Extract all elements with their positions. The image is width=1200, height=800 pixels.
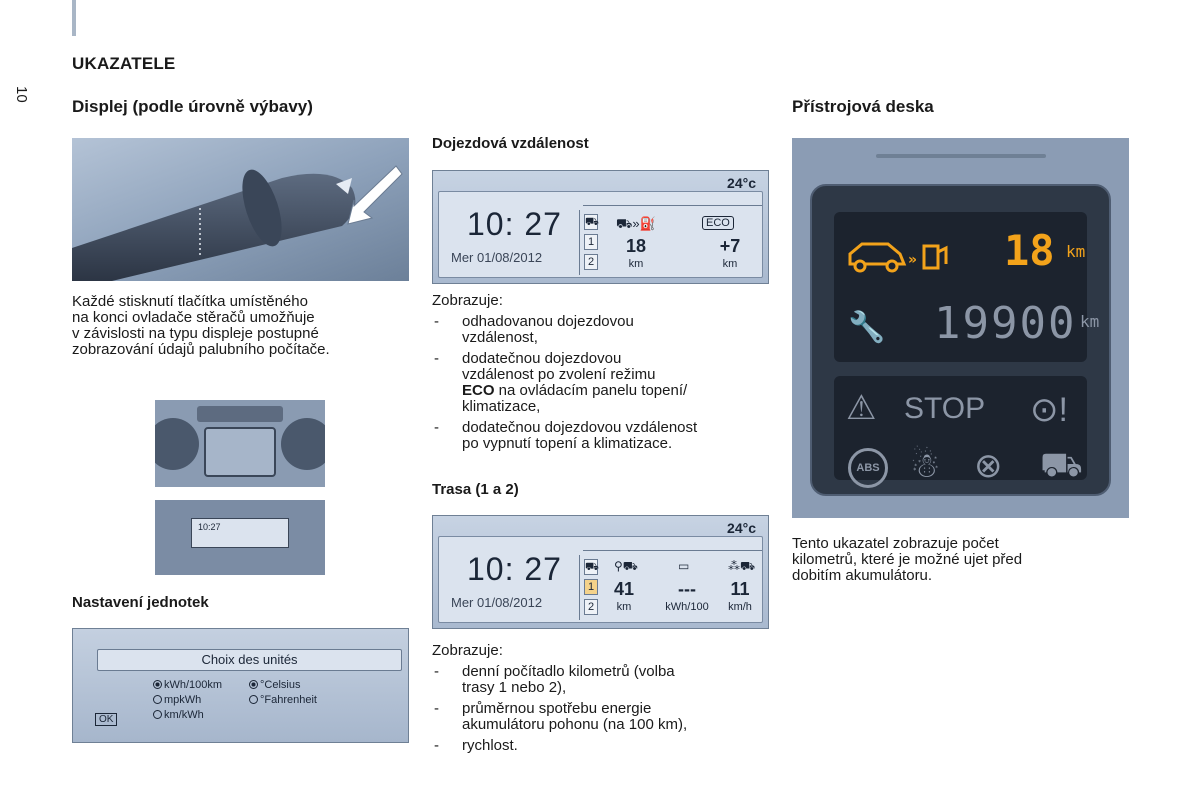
clock-date: Mer 01/08/2012	[451, 595, 543, 610]
trip-display	[432, 515, 769, 629]
odometer-readout: 19900	[934, 298, 1077, 349]
temperature-readout: 24°c	[727, 175, 756, 191]
esp-skid-icon: ⛟	[1040, 446, 1083, 484]
dashboard-photo	[155, 400, 325, 487]
unit-option-kwh-100km[interactable]: kWh/100km	[153, 679, 222, 691]
svg-text:»: »	[908, 252, 918, 268]
stop-warning: STOP	[904, 392, 986, 425]
range-readout-unit: km	[1066, 242, 1086, 261]
wiper-stalk-photo	[72, 138, 409, 281]
cluster-heading: Přístrojová deska	[792, 97, 934, 116]
temperature-readout: 24°c	[727, 520, 756, 536]
display-description	[72, 294, 412, 358]
page-edge-bar	[72, 0, 76, 36]
wrench-icon: 🔧	[848, 311, 886, 344]
tab-trip-1[interactable]: 1	[584, 579, 598, 595]
passenger-airbag-off-icon: ⊗	[974, 447, 1003, 485]
radio-selected-icon	[249, 680, 258, 689]
consumption-unit: kWh/100	[665, 601, 709, 613]
list-item: - odhadovanou dojezdovou vzdálenost,	[432, 314, 782, 346]
car-range-icon: ⛟»⛽	[616, 216, 656, 231]
car-range-icon	[844, 236, 954, 276]
ok-button[interactable]: OK	[95, 713, 117, 726]
small-screen-time: 10:27	[198, 522, 221, 532]
range-display	[432, 170, 769, 284]
car-tab-icon[interactable]: ⛟	[585, 561, 599, 573]
units-dialog	[72, 628, 409, 743]
page-number: 10	[13, 86, 30, 103]
text-line: Tento ukazatel zobrazuje počet	[792, 535, 999, 552]
cluster-lcd-warnings	[834, 376, 1087, 485]
tab-trip-2[interactable]: 2	[584, 599, 598, 615]
list-item: - denní počítadlo kilometrů (volba trasy 1 nebo 2),	[432, 664, 782, 696]
text-line: na konci ovladače stěračů umožňuje	[72, 309, 315, 326]
speed-value: 11	[730, 579, 750, 599]
speed-unit: km/h	[728, 601, 752, 613]
eco-extra-value: +7	[719, 236, 741, 256]
trip-heading: Trasa (1 a 2)	[432, 481, 519, 498]
cluster-lcd-top	[834, 212, 1100, 362]
trip-list	[432, 664, 782, 759]
radio-icon	[249, 695, 258, 704]
car-tab-icon[interactable]: ⛟	[585, 216, 599, 228]
tab-trip-1[interactable]: 1	[584, 234, 598, 250]
text-line: kilometrů, které je možné ujet před	[792, 551, 1023, 568]
tab-trip-2[interactable]: 2	[584, 254, 598, 270]
trip-distance-value: 41	[613, 579, 635, 599]
text-line: dobitím akumulátoru.	[792, 567, 933, 584]
temp-option-fahrenheit[interactable]: °Fahrenheit	[249, 694, 317, 706]
warning-triangle-icon: ⚠	[846, 389, 877, 427]
radio-icon	[153, 710, 162, 719]
text-line: Každé stisknutí tlačítka umístěného	[72, 293, 308, 310]
list-item: - dodatečnou dojezdovou vzdálenost po zvolení režimu ECO na ovládacím panelu topení/ klimatizace,	[432, 351, 782, 415]
trip-panel	[579, 210, 760, 275]
section-title: UKAZATELE	[72, 54, 176, 73]
eco-badge: ECO	[702, 216, 734, 230]
list-item: - rychlost.	[432, 738, 782, 754]
trip-display-inner	[438, 520, 763, 623]
cluster-description	[792, 536, 1132, 584]
small-screen-photo	[155, 500, 325, 575]
odometer-unit: km	[1080, 312, 1100, 331]
battery-icon: ▭	[678, 559, 690, 573]
speed-car-icon: ⁂⛟	[728, 559, 756, 573]
steering-wheel-warning-icon: ⊙!	[1030, 391, 1068, 429]
units-heading: Nastavení jednotek	[72, 594, 209, 611]
range-readout: 18	[1004, 226, 1055, 275]
trip-intro: Zobrazuje:	[432, 642, 503, 659]
display-heading: Displej (podle úrovně výbavy)	[72, 97, 313, 116]
clock-date: Mer 01/08/2012	[451, 250, 543, 265]
list-item: - průměrnou spotřebu energie akumulátoru pohonu (na 100 km),	[432, 701, 782, 733]
clock-time: 10: 27	[467, 551, 562, 587]
consumption-value: ---	[678, 579, 696, 599]
range-display-inner	[438, 175, 763, 278]
abs-warning-icon: ABS	[848, 448, 888, 488]
range-value: 18	[625, 236, 647, 256]
cluster-bezel	[810, 184, 1111, 496]
range-unit: km	[628, 258, 644, 270]
unit-option-km-kwh[interactable]: km/kWh	[153, 709, 204, 721]
unit-option-mpkwh[interactable]: mpkWh	[153, 694, 201, 706]
instrument-cluster	[792, 138, 1129, 518]
wiper-stalk-illustration	[72, 138, 409, 281]
range-heading: Dojezdová vzdálenost	[432, 135, 589, 152]
list-item: - dodatečnou dojezdovou vzdálenost po vypnutí topení a klimatizace.	[432, 420, 782, 452]
airbag-icon: ☃	[910, 447, 941, 485]
small-screen	[191, 518, 289, 548]
range-list	[432, 314, 782, 457]
text-line: zobrazování údajů palubního počítače.	[72, 341, 330, 358]
trip-distance-icon: ⚲⛟	[614, 559, 638, 573]
text-line: v závislosti na typu displeje postupné	[72, 325, 319, 342]
clock-time: 10: 27	[467, 206, 562, 242]
trip-distance-unit: km	[616, 601, 632, 613]
range-intro: Zobrazuje:	[432, 292, 503, 309]
units-dialog-title: Choix des unités	[97, 649, 402, 671]
eco-extra-unit: km	[722, 258, 738, 270]
radio-icon	[153, 695, 162, 704]
radio-selected-icon	[153, 680, 162, 689]
trip-panel	[579, 555, 760, 620]
dashboard-illustration	[155, 400, 325, 487]
temp-option-celsius[interactable]: °Celsius	[249, 679, 300, 691]
